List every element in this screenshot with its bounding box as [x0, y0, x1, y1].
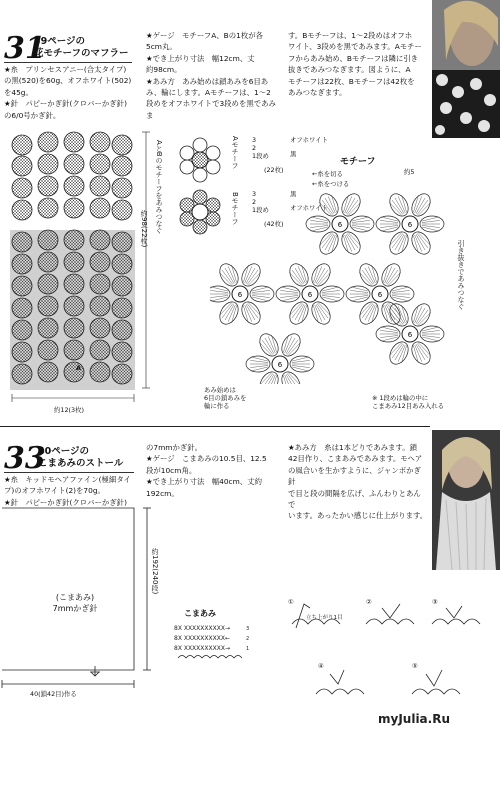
motif-a-count: (22枚) — [264, 166, 284, 174]
motif-center-count: 6 — [337, 221, 343, 229]
start-note — [204, 386, 246, 410]
motif-a-rows — [252, 136, 269, 160]
motif-a-color-bottom: オフホワイト — [290, 136, 328, 144]
text-line: で目と段の間隔を広げ、ふんわりとあんで — [288, 488, 421, 510]
legend-attach: ←糸をつける — [312, 180, 350, 188]
text-line: ★ゲージ モチーフA、Bの1枚が各 — [146, 31, 264, 40]
text-line: の風合いを生かすように、ジャンボかぎ針 — [288, 465, 421, 487]
join-note: AとBのモチーフをあみつなぐ — [155, 140, 163, 234]
row1-note — [372, 394, 444, 410]
stitch-title: こまあみ — [184, 609, 216, 618]
crochet-motif — [246, 331, 314, 384]
svg-text:8X XXXXXXXXXX→: 8X XXXXXXXXXX→ — [174, 645, 230, 652]
pattern-title-33 — [38, 446, 123, 470]
step-5: ⑤ — [412, 662, 418, 670]
row-label: 3 — [252, 190, 257, 198]
step-1: ① — [288, 598, 294, 606]
gauge-33 — [146, 442, 282, 499]
crochet-motif — [346, 261, 414, 328]
crochet-motif — [210, 261, 274, 328]
text-line: います。あったかい感じに仕上がります。 — [288, 511, 428, 521]
note-line: 6目の鎖あみを — [204, 394, 247, 402]
motif-center-count: 6 — [277, 361, 283, 369]
join-side-note: 引き抜きであみつなぐ — [457, 240, 465, 310]
row-label: 3 — [252, 136, 257, 144]
text-line: ★でき上がり寸法 幅40cm、丈約 — [146, 477, 262, 487]
legend-cut: ←糸を切る — [312, 170, 343, 178]
stole-photo-33 — [432, 430, 500, 570]
text-line: み、輪にします。Aモチーフは、1〜2 — [146, 88, 271, 98]
stitch-steps-illustration — [282, 594, 492, 794]
svg-text:1: 1 — [246, 646, 250, 652]
text-line: ★糸 プリンセスアニー(合太タイプ) — [4, 65, 127, 74]
text-line: の7mmかぎ針。 — [146, 443, 203, 452]
motif-size: 約5 — [404, 168, 415, 176]
svg-text:8X XXXXXXXXXX→: 8X XXXXXXXXXX→ — [174, 625, 230, 632]
gauge-31 — [146, 30, 282, 121]
inner-line: 7mmかぎ針 — [52, 604, 98, 613]
section-divider — [0, 426, 430, 427]
crochet-motif — [276, 261, 344, 328]
text-line: 段めをオフホワイトで3段めを黒であみま — [146, 99, 276, 120]
text-line: の黒(520)を60g、オフホワイト(502) — [4, 76, 132, 86]
scarf-photo-31 — [432, 0, 500, 138]
text-line: フからあみ始め、Bモチーフは隣に引き — [288, 53, 419, 63]
label-a: A — [76, 364, 81, 372]
text-line: の6/0号かぎ針。 — [4, 110, 61, 120]
text-line: す。Bモチーフは、1〜2段めはオフホ — [288, 31, 413, 40]
text-line: 抜きであみつなぎます。図ように、A — [288, 65, 411, 75]
text-line: ★あみ方 糸は1本どりであみます。鎖 — [288, 443, 417, 452]
stitch-chart — [172, 620, 256, 676]
step-2: ② — [366, 598, 372, 606]
text-line: 段が10cm角。 — [146, 465, 197, 475]
pattern-title-31 — [34, 36, 129, 60]
motif-center-count: 6 — [377, 291, 383, 299]
text-line: モチーフは22枚、Bモチーフは42枚を — [288, 76, 415, 86]
materials-31 — [4, 64, 140, 121]
crochet-motif — [376, 191, 444, 258]
title-line: 39ページの — [34, 36, 86, 47]
note-line: こまあみ12目あみ入れる — [372, 402, 445, 410]
motif-center-count: 6 — [407, 221, 413, 229]
row-label: 1段め — [252, 206, 269, 214]
instructions-31 — [288, 30, 426, 98]
width-dimension-31: 約12(3枚) — [54, 406, 84, 414]
pattern-number-33: 33 — [4, 441, 46, 476]
crochet-motif — [306, 191, 374, 258]
stole-inner-label — [44, 592, 106, 614]
instructions-33 — [288, 442, 428, 522]
step-1-note: 立ち上がり1目 — [306, 615, 343, 621]
motif-center-count: 6 — [407, 331, 413, 339]
text-line: ★あみ方 あみ始めは鎖あみを6目あ — [146, 76, 269, 86]
motif-b-count: (42枚) — [264, 220, 284, 228]
text-line: 約98cm。 — [146, 65, 182, 75]
title-rule — [4, 472, 134, 473]
inner-line: (こまあみ) — [55, 593, 95, 602]
length-dimension-31: 約98(22枚) — [140, 210, 148, 248]
svg-text:2: 2 — [246, 636, 250, 642]
note-line: あみ始めは — [204, 386, 236, 394]
svg-text:3: 3 — [246, 626, 250, 632]
watermark: myJulia.Ru — [378, 712, 450, 726]
text-line: を45g。 — [4, 87, 33, 97]
motif-b-name: Bモチーフ — [231, 192, 239, 225]
motif-b-color-bottom: オフホワイト — [290, 204, 328, 212]
step-3: ③ — [432, 598, 438, 606]
text-line: ★でき上がり寸法 幅12cm、丈 — [146, 53, 255, 63]
title-line: 40ページの — [38, 446, 90, 457]
text-line: ワイト、3段めを黒であみます。Aモチー — [288, 42, 422, 52]
text-line: ★糸 キッドモヘアファイン(極細タイ — [4, 475, 131, 484]
row-label: 2 — [252, 198, 257, 206]
step-4: ④ — [318, 662, 324, 670]
text-line: プ)のオフホワイト(2)を70g。 — [4, 486, 105, 496]
width-dimension-33: 40(鎖42目)作る — [30, 690, 77, 698]
pattern-number-31: 31 — [4, 31, 46, 66]
row-label: 2 — [252, 144, 257, 152]
title-rule — [4, 62, 132, 63]
motif-flowers — [210, 184, 460, 384]
svg-text:8X XXXXXXXXXX←: 8X XXXXXXXXXX← — [174, 635, 230, 642]
motif-heading: モチーフ — [340, 157, 376, 167]
motif-a-icon — [176, 136, 224, 184]
motif-center-count: 6 — [237, 291, 243, 299]
title-line: 花モチーフのマフラー — [34, 48, 129, 59]
text-line: 5cm丸。 — [146, 42, 177, 52]
note-line: ※ 1段めは輪の中に — [372, 394, 429, 402]
scarf-schematic-31 — [0, 130, 150, 405]
motif-a-name: Aモチーフ — [231, 136, 239, 169]
motif-b-color-top: 黒 — [290, 190, 297, 198]
row-label: 1段め — [252, 152, 269, 160]
text-line: あみつなぎます。 — [288, 88, 347, 98]
text-line: ★ゲージ こまあみの10.5目、12.5 — [146, 454, 267, 464]
text-line: 192cm。 — [146, 488, 179, 498]
length-dimension-33: 約192(240段) — [151, 548, 159, 595]
crochet-motif — [376, 301, 444, 368]
motif-center-count: 6 — [307, 291, 313, 299]
motif-a-color-top: 黒 — [290, 150, 297, 158]
title-line: こまあみのストール — [38, 458, 124, 469]
text-line: ★針 パピーかぎ針(クロバーかぎ針) — [4, 497, 127, 507]
note-line: 輪に作る — [204, 402, 230, 410]
text-line: 42目作り、こまあみであみます。モヘア — [288, 454, 423, 464]
text-line: ★針 パピーかぎ針(クロバーかぎ針) — [4, 99, 127, 109]
